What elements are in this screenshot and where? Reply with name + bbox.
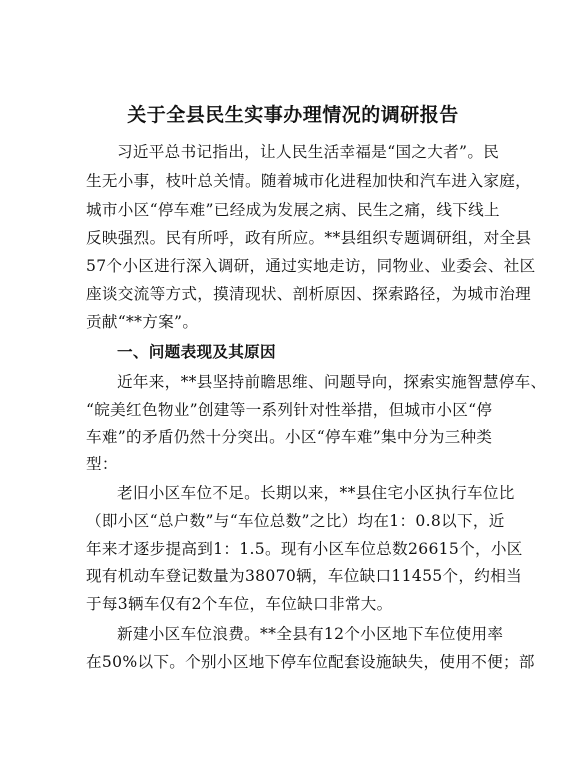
document-title: 关于全县民生实事办理情况的调研报告 <box>127 104 459 126</box>
paragraph-line: “皖美红色物业”创建等一系列针对性举措，但城市小区“停 <box>86 401 493 419</box>
paragraph-line: 新建小区车位浪费。**全县有12个小区地下车位使用率 <box>117 625 504 643</box>
paragraph-line: 城市小区“停车难”已经成为发展之病、民生之痛，线下线上 <box>86 201 500 219</box>
paragraph-line: 习近平总书记指出，让人民生活幸福是“国之大者”。民 <box>117 143 500 161</box>
paragraph-line: 车难”的矛盾仍然十分突出。小区“停车难”集中分为三种类 <box>86 428 493 446</box>
paragraph-line: 近年来，**县坚持前瞻思维、问题导向，探索实施智慧停车、 <box>117 373 547 391</box>
paragraph-line: （即小区“总户数”与“车位总数”之比）均在1：0.8以下，近 <box>86 512 505 530</box>
paragraph-line: 57个小区进行深入调研，通过实地走访，同物业、业委会、社区 <box>86 257 536 275</box>
paragraph-line: 反映强烈。民有所呼，政有所应。**县组织专题调研组，对全县 <box>86 229 532 247</box>
section-heading: 一、问题表现及其原因 <box>117 342 276 361</box>
paragraph-line: 型： <box>86 455 118 473</box>
paragraph-line: 老旧小区车位不足。长期以来，**县住宅小区执行车位比 <box>117 484 515 502</box>
paragraph-line: 年来才逐步提高到1：1.5。现有小区车位总数26615个，小区 <box>86 540 523 558</box>
paragraph-line: 贡献“**方案”。 <box>86 313 199 331</box>
paragraph-line: 在50%以下。个别小区地下停车位配套设施缺失，使用不便；部 <box>86 653 535 671</box>
paragraph-line: 座谈交流等方式，摸清现状、剖析原因、探索路径，为城市治理 <box>86 285 532 303</box>
paragraph-line: 生无小事，枝叶总关情。随着城市化进程加快和汽车进入家庭， <box>86 172 532 190</box>
paragraph-line: 于每3辆车仅有2个车位，车位缺口非常大。 <box>86 595 393 613</box>
paragraph-line: 现有机动车登记数量为38070辆，车位缺口11455个，约相当 <box>86 567 522 585</box>
